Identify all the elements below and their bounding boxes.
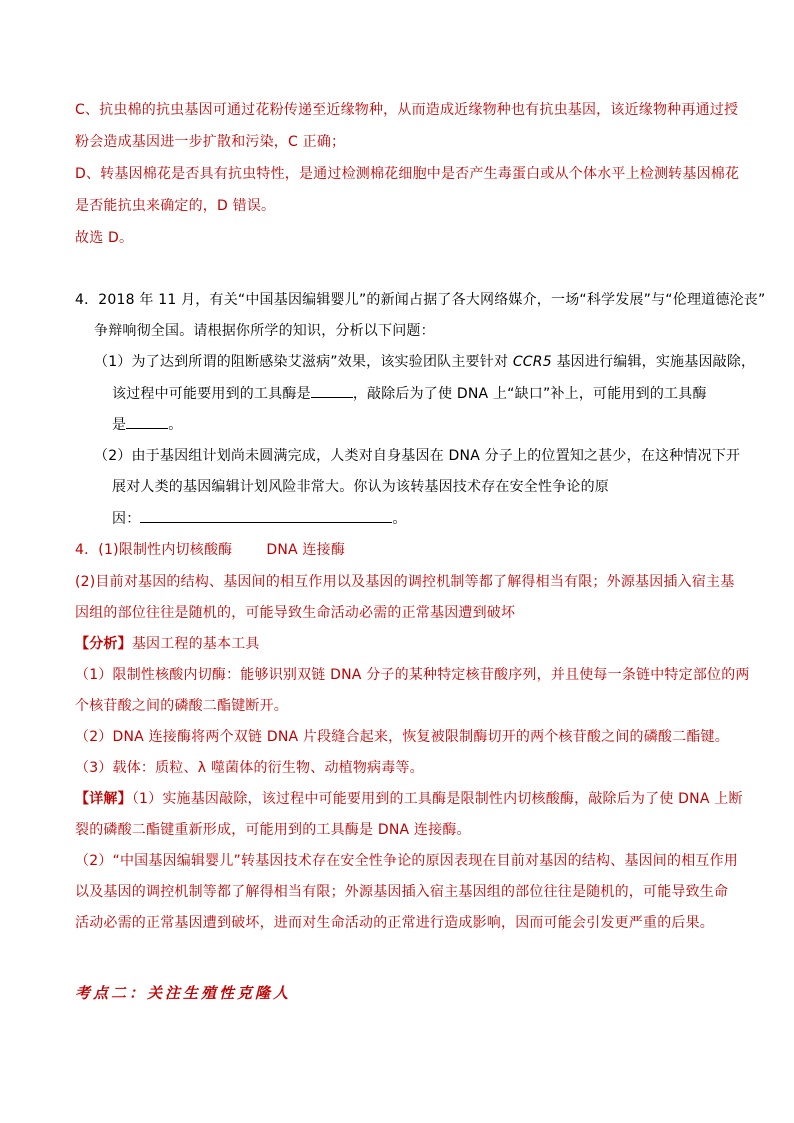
question-4-part-2-line-3 [112,508,407,529]
detail-point-1-text: （1）实施基因敲除，该过程中可能要用到的工具酶是限制性内切核酸酶，敲除后为了使 DNA 上断 [131,791,743,807]
detail-point-2-line-2: 以及基因的调控机制等都了解得相当有限；外源基因插入宿主基因组的部位往往是随机的，可能导致生命 [75,884,729,900]
analysis-title: 基因工程的基本工具 [131,636,260,652]
section-heading: 考点二：关注生殖性克隆人 [75,984,292,1002]
explanation-c-line-2: 粉会造成基因进一步扩散和污染，C 正确； [75,134,346,150]
q1-line2-text-b: ，敲除后为了使 DNA 上“缺口”补上，可能用到的工具酶 [352,386,707,402]
q1-text-a: （1）为了达到所谓的阻断感染艾滋病”效果，该实验团队主要针对 [94,354,513,370]
analysis-point-3: （3）载体：质粒、λ 噬菌体的衍生物、动植物病毒等。 [75,760,424,776]
answer-4-line-3: 因组的部位往往是随机的，可能导致生命活动必需的正常基因遭到破坏 [75,605,516,621]
question-4-part-2-line-1: （2）由于基因组计划尚未圆满完成，人类对自身基因在 DNA 分子上的位置知之甚少，在这种情况下开 [94,448,741,464]
detail-point-1-line-1 [75,789,743,809]
question-4-part-1-line-1 [94,352,755,372]
q2-line3-text-a: 因： [112,511,141,527]
explanation-c-line-1: C、抗虫棉的抗虫基因可通过花粉传递至近缘物种，从而造成近缘物种也有抗虫基因，该近缘物种再通过授 [75,102,739,118]
question-4-stem-line-1: 4．2018 年 11 月，有关“中国基因编辑婴儿”的新闻占据了各大网络媒介，一场“科学发展”与“伦理道德沦丧” [75,292,766,308]
answer-4-line-1 [75,540,345,560]
gene-name: CCR5 [512,354,552,370]
analysis-point-1-line-1: （1）限制性核酸内切酶：能够识别双链 DNA 分子的某种特定核苷酸序列，并且使每一条链中特定部位的两 [75,667,750,683]
detail-point-1-line-2: 裂的磷酸二酯键重新形成，可能用到的工具酶是 DNA 连接酶。 [75,822,471,838]
analysis-tag: 【分析】 [75,636,132,652]
q1-line2-text-a: 该过程中可能要用到的工具酶是 [112,386,311,402]
answer-blank-2[interactable] [126,414,168,429]
question-4-part-1-line-2 [112,383,707,404]
answer-blank-3[interactable] [140,508,392,523]
explanation-d-line-1: D、转基因棉花是否具有抗虫特性，是通过检测棉花细胞中是否产生毒蛋白或从个体水平上检测转基因棉花 [75,166,740,182]
answer-4-line-2: (2)目前对基因的结构、基因间的相互作用以及基因的调控机制等都了解得相当有限；外源基因插入宿主基 [75,574,735,590]
question-4-part-1-line-3 [112,414,182,435]
analysis-point-2: （2）DNA 连接酶将两个双链 DNA 片段缝合起来，恢复被限制酶切开的两个核苷酸之间的磷酸二酯键。 [75,729,729,745]
question-4-part-2-line-2: 展对人类的基因编辑计划风险非常大。你认为该转基因技术存在安全性争论的原 [112,479,609,495]
answer-part-1: 4．(1)限制性内切核酸酶 [75,542,233,558]
q1-line3-text-b: 。 [168,417,183,433]
q1-text-b: 基因进行编辑，实施基因敲除， [551,354,756,370]
q2-line3-text-b: 。 [392,511,407,527]
q1-line3-text-a: 是 [112,417,127,433]
detail-point-2-line-3: 活动必需的正常基因遭到破坏，进而对生命活动的正常进行造成影响，因而可能会引发更严重的后果。 [75,915,714,931]
explanation-d-line-2: 是否能抗虫来确定的，D 错误。 [75,198,276,214]
analysis-point-1-line-2: 个核苷酸之间的磷酸二酯键断开。 [75,698,288,714]
detail-point-2-line-1: （2）“中国基因编辑婴儿”转基因技术存在安全性争论的原因表现在目前对基因的结构、基因间的相互作用 [75,853,739,869]
answer-blank-1[interactable] [311,383,353,398]
detail-tag: 【详解】 [75,791,132,807]
question-4-stem-line-2: 争辩响彻全国。请根据你所学的知识，分析以下问题： [94,323,435,339]
explanation-conclusion: 故选 D。 [75,230,134,246]
answer-part-1-b: DNA 连接酶 [266,542,346,558]
analysis-heading [75,634,260,654]
